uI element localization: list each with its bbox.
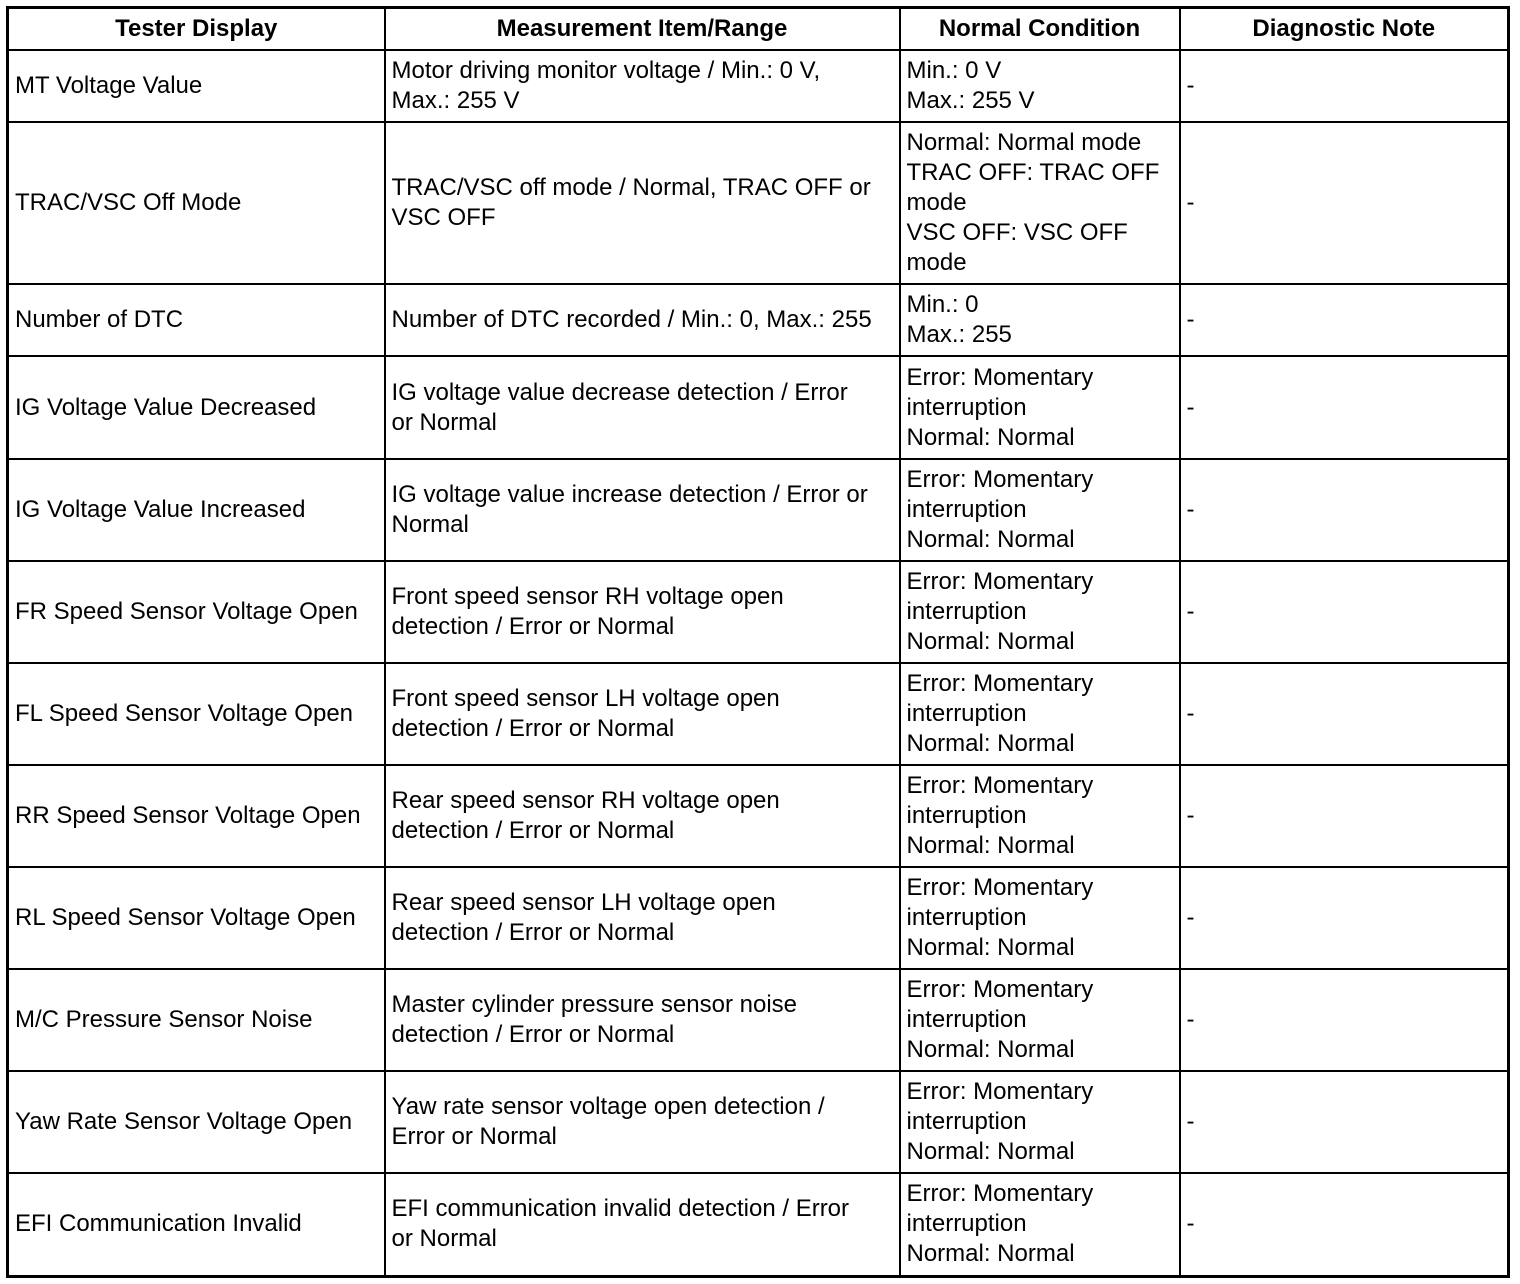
normal-condition-cell: Error: Momentary interruption Normal: Normal [900, 459, 1180, 561]
diagnostic-note-cell: - [1180, 663, 1509, 765]
table-row [8, 50, 1509, 122]
diagnostic-note-cell: - [1180, 284, 1509, 356]
normal-condition-cell: Error: Momentary interruption Normal: Normal [900, 561, 1180, 663]
table-row [8, 867, 1509, 969]
measurement-range-cell: Motor driving monitor voltage / Min.: 0 V, Max.: 255 V [385, 50, 900, 122]
tester-display-cell: RR Speed Sensor Voltage Open [8, 765, 385, 867]
measurement-range-cell: Rear speed sensor LH voltage open detection / Error or Normal [385, 867, 900, 969]
diagnostic-note-cell: - [1180, 765, 1509, 867]
tester-display-cell: Number of DTC [8, 284, 385, 356]
table-row [8, 1071, 1509, 1173]
data-table-container [6, 6, 1507, 1278]
measurement-range-cell: Master cylinder pressure sensor noise detection / Error or Normal [385, 969, 900, 1071]
tester-display-cell: EFI Communication Invalid [8, 1173, 385, 1276]
tester-display-cell: Yaw Rate Sensor Voltage Open [8, 1071, 385, 1173]
diagnostic-note-cell: - [1180, 561, 1509, 663]
measurement-range-cell: Rear speed sensor RH voltage open detection / Error or Normal [385, 765, 900, 867]
header-normal-condition: Normal Condition [900, 8, 1180, 51]
tester-display-cell: RL Speed Sensor Voltage Open [8, 867, 385, 969]
tester-display-cell: FL Speed Sensor Voltage Open [8, 663, 385, 765]
normal-condition-cell: Error: Momentary interruption Normal: Normal [900, 969, 1180, 1071]
diagnostic-note-cell: - [1180, 1173, 1509, 1276]
table-row [8, 765, 1509, 867]
measurement-range-cell: IG voltage value decrease detection / Error or Normal [385, 356, 900, 459]
normal-condition-cell: Normal: Normal mode TRAC OFF: TRAC OFF mode VSC OFF: VSC OFF mode [900, 122, 1180, 284]
tester-display-cell: TRAC/VSC Off Mode [8, 122, 385, 284]
normal-condition-cell: Min.: 0 V Max.: 255 V [900, 50, 1180, 122]
header-measurement-item-range: Measurement Item/Range [385, 8, 900, 51]
diagnostic-note-cell: - [1180, 50, 1509, 122]
diagnostic-note-cell: - [1180, 122, 1509, 284]
table-row [8, 122, 1509, 284]
measurement-range-cell: IG voltage value increase detection / Error or Normal [385, 459, 900, 561]
tester-data-table [6, 6, 1510, 1278]
table-row [8, 356, 1509, 459]
table-row [8, 561, 1509, 663]
measurement-range-cell: Front speed sensor RH voltage open detection / Error or Normal [385, 561, 900, 663]
tester-display-cell: MT Voltage Value [8, 50, 385, 122]
table-row [8, 663, 1509, 765]
measurement-range-cell: Front speed sensor LH voltage open detection / Error or Normal [385, 663, 900, 765]
diagnostic-note-cell: - [1180, 867, 1509, 969]
table-row [8, 969, 1509, 1071]
normal-condition-cell: Min.: 0 Max.: 255 [900, 284, 1180, 356]
diagnostic-note-cell: - [1180, 356, 1509, 459]
diagnostic-note-cell: - [1180, 1071, 1509, 1173]
normal-condition-cell: Error: Momentary interruption Normal: Normal [900, 867, 1180, 969]
header-row [8, 8, 1509, 51]
measurement-range-cell: Yaw rate sensor voltage open detection / Error or Normal [385, 1071, 900, 1173]
tester-display-cell: FR Speed Sensor Voltage Open [8, 561, 385, 663]
header-diagnostic-note: Diagnostic Note [1180, 8, 1509, 51]
measurement-range-cell: TRAC/VSC off mode / Normal, TRAC OFF or VSC OFF [385, 122, 900, 284]
normal-condition-cell: Error: Momentary interruption Normal: Normal [900, 765, 1180, 867]
normal-condition-cell: Error: Momentary interruption Normal: Normal [900, 1071, 1180, 1173]
normal-condition-cell: Error: Momentary interruption Normal: Normal [900, 1173, 1180, 1276]
measurement-range-cell: EFI communication invalid detection / Error or Normal [385, 1173, 900, 1276]
diagnostic-note-cell: - [1180, 459, 1509, 561]
tester-display-cell: M/C Pressure Sensor Noise [8, 969, 385, 1071]
tester-display-cell: IG Voltage Value Increased [8, 459, 385, 561]
table-row [8, 284, 1509, 356]
normal-condition-cell: Error: Momentary interruption Normal: Normal [900, 356, 1180, 459]
measurement-range-cell: Number of DTC recorded / Min.: 0, Max.: 255 [385, 284, 900, 356]
diagnostic-note-cell: - [1180, 969, 1509, 1071]
header-tester-display: Tester Display [8, 8, 385, 51]
tester-display-cell: IG Voltage Value Decreased [8, 356, 385, 459]
table-row [8, 459, 1509, 561]
normal-condition-cell: Error: Momentary interruption Normal: Normal [900, 663, 1180, 765]
table-row [8, 1173, 1509, 1276]
